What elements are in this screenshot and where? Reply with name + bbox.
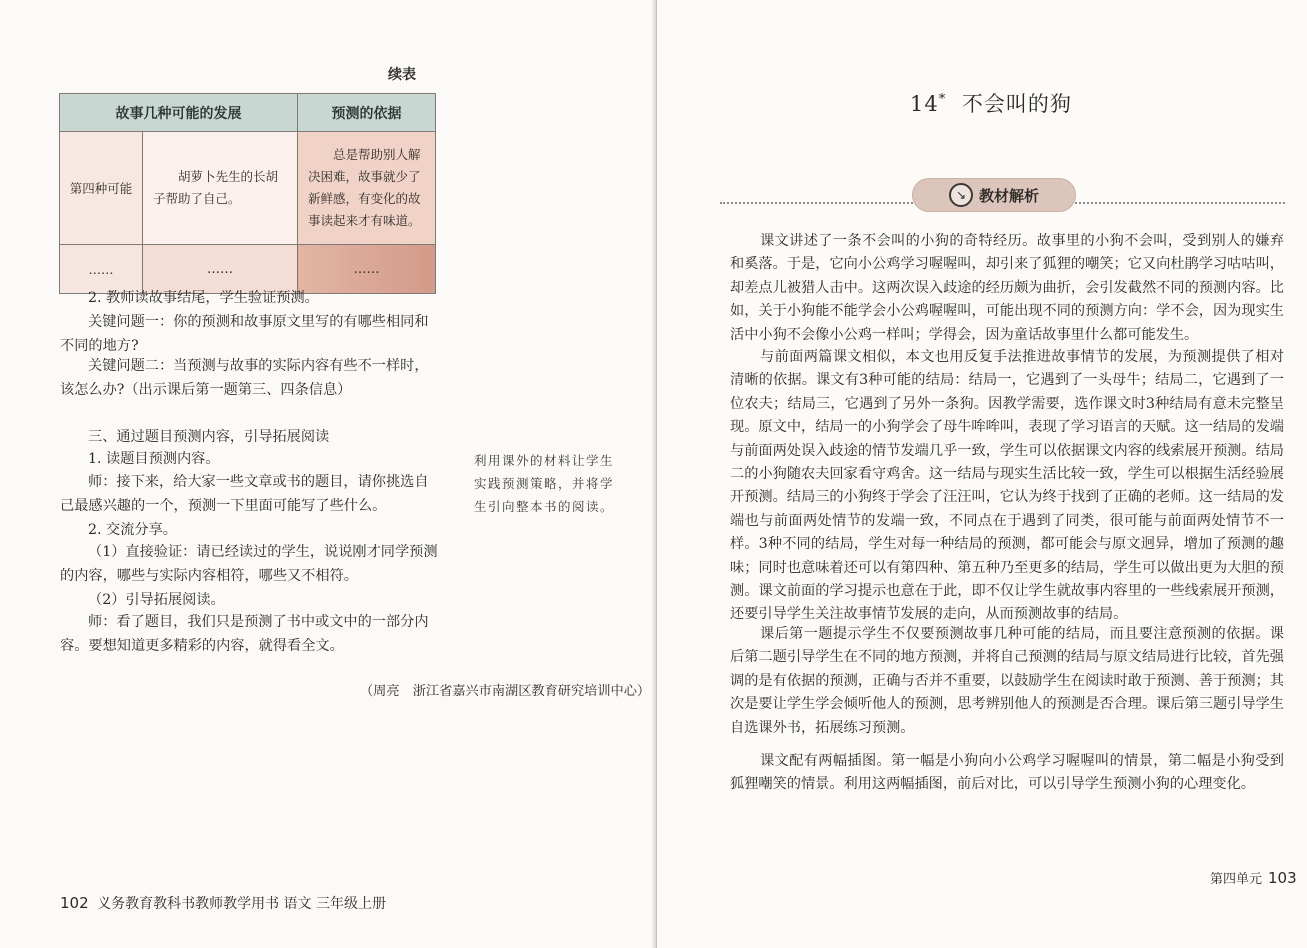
lesson-mark: * bbox=[938, 92, 947, 107]
page-number: 103 bbox=[1268, 869, 1297, 887]
section-heading: 三、通过题目预测内容，引导拓展阅读 bbox=[88, 429, 330, 445]
paragraph: 关键问题一：你的预测和故事原文里写的有哪些相同和不同的地方? bbox=[60, 314, 429, 354]
table-header: 预测的依据 bbox=[298, 94, 436, 132]
paragraph: （1）直接验证：请已经读过的学生，说说刚才同学预测的内容，哪些与实际内容相符，哪些又不相符。 bbox=[60, 544, 438, 584]
lesson-name: 不会叫的狗 bbox=[961, 92, 1072, 116]
table-row bbox=[60, 132, 436, 245]
section-label: 教材解析 bbox=[978, 186, 1039, 205]
page-footer bbox=[60, 893, 386, 913]
paragraph: 师：接下来，给大家一些文章或书的题目，请你挑选自己最感兴趣的一个，预测一下里面可能写了些什么。 bbox=[60, 474, 429, 514]
page-number: 102 bbox=[60, 894, 89, 912]
unit-label: 第四单元 bbox=[1210, 872, 1263, 887]
table-cell: 第四种可能 bbox=[60, 132, 143, 245]
page-footer bbox=[1210, 868, 1297, 887]
paragraph: 2. 交流分享。 bbox=[88, 522, 177, 538]
paragraph: 课文讲述了一条不会叫的小狗的奇特经历。故事里的小狗不会叫，受到别人的嫌弃和奚落。于是，它向小公鸡学习喔喔叫，却引来了狐狸的嘲笑；它又向杜鹃学习咕咕叫，却差点儿被猎人击中。这两次误入歧途的经历颇为曲折，会引发截然不同的预测内容。比如，关于小狗能不能学会小公鸡喔喔叫，可能出现不同的预测方向：学不会，因为现实生活中小狗不会像小公鸡一样叫；学得会，因为童话故事里什么都可能发生。 bbox=[730, 233, 1284, 343]
paragraph: 师：看了题目，我们只是预测了书中或文中的一部分内容。要想知道更多精彩的内容，就得看全文。 bbox=[60, 614, 429, 654]
table-cell: …… bbox=[60, 245, 143, 294]
paragraph: 与前面两篇课文相似，本文也用反复手法推进故事情节的发展，为预测提供了相对清晰的依据。课文有3种可能的结局：结局一，它遇到了一头母牛；结局二，它遇到了一位农夫；结局三，它遇到了另外一条狗。因教学需要，选作课文时3种结局有意未完整呈现。原文中，结局一的小狗学会了母牛哞哞叫，表现了学习语言的天赋。这一结局的发端与前面两处误入歧途的情节发端几乎一致，学生可以依据课文内容的线索展开预测。结局二的小狗随农夫回家看守鸡舍。这一结局与现实生活比较一致，学生可以根据生活经验展开预测。结局三的小狗终于学会了汪汪叫，它认为终于找到了正确的老师。这一结局的发端也与前面两处情节的发端一致，不同点在于遇到了同类，很可能与前面两处情节不一样。3种不同的结局，学生对每一种结局的预测，都可能会与原文迥异，增加了预测的趣味；同时也意味着还可以有第四种、第五种乃至更多的结局，学生可以做出更为大胆的预测。课文前面的学习提示也意在于此，即不仅让学生就故事内容里的一些线索展开预测，还要引导学生关注故事情节发展的走向，从而预测故事的结局。 bbox=[730, 349, 1284, 623]
section-badge bbox=[912, 178, 1076, 212]
lesson-number: 14 bbox=[910, 92, 939, 116]
paragraph: 课后第一题提示学生不仅要预测故事几种可能的结局，而且要注意预测的依据。课后第二题引导学生在不同的地方预测，并将自己预测的结局与原文结局进行比较，首先强调的是有依据的预测，正确与否并不重要，以鼓励学生在阅读时敢于预测、善于预测；其次是要让学生学会倾听他人的预测，思考辨别他人的预测是否合理。课后第三题引导学生自选课外书，拓展练习预测。 bbox=[730, 626, 1284, 736]
table-cell: …… bbox=[298, 245, 436, 294]
lesson-title bbox=[910, 88, 1072, 118]
table-cell: 胡萝卜先生的长胡子帮助了自己。 bbox=[143, 132, 298, 245]
table-header: 故事几种可能的发展 bbox=[60, 94, 298, 132]
table-cell: 总是帮助别人解决困难，故事就少了新鲜感，有变化的故事读起来才有味道。 bbox=[298, 132, 436, 245]
continued-table-label: 续表 bbox=[388, 67, 416, 83]
table-header-row bbox=[60, 94, 436, 132]
paragraph: 1. 读题目预测内容。 bbox=[88, 451, 220, 467]
paragraph: 课文配有两幅插图。第一幅是小狗向小公鸡学习喔喔叫的情景，第二幅是小狗受到狐狸嘲笑的情景。利用这两幅插图，前后对比，可以引导学生预测小狗的心理变化。 bbox=[730, 753, 1284, 793]
margin-note: 利用课外的材料让学生实践预测策略，并将学生引向整本书的阅读。 bbox=[474, 453, 615, 514]
author-credit: （周亮 浙江省嘉兴市南湖区教育研究培训中心） bbox=[360, 684, 651, 699]
book-title: 义务教育教科书教师教学用书 语文 三年级上册 bbox=[97, 896, 386, 912]
arrow-down-right-circle-icon: ↘ bbox=[949, 183, 973, 207]
table-cell: …… bbox=[143, 245, 298, 294]
paragraph: 关键问题二：当预测与故事的实际内容有些不一样时，该怎么办?（出示课后第一题第三、四条信息） bbox=[60, 358, 429, 398]
paragraph: （2）引导拓展阅读。 bbox=[88, 592, 225, 608]
paragraph: 2. 教师读故事结尾，学生验证预测。 bbox=[88, 290, 319, 306]
prediction-table bbox=[59, 93, 436, 294]
